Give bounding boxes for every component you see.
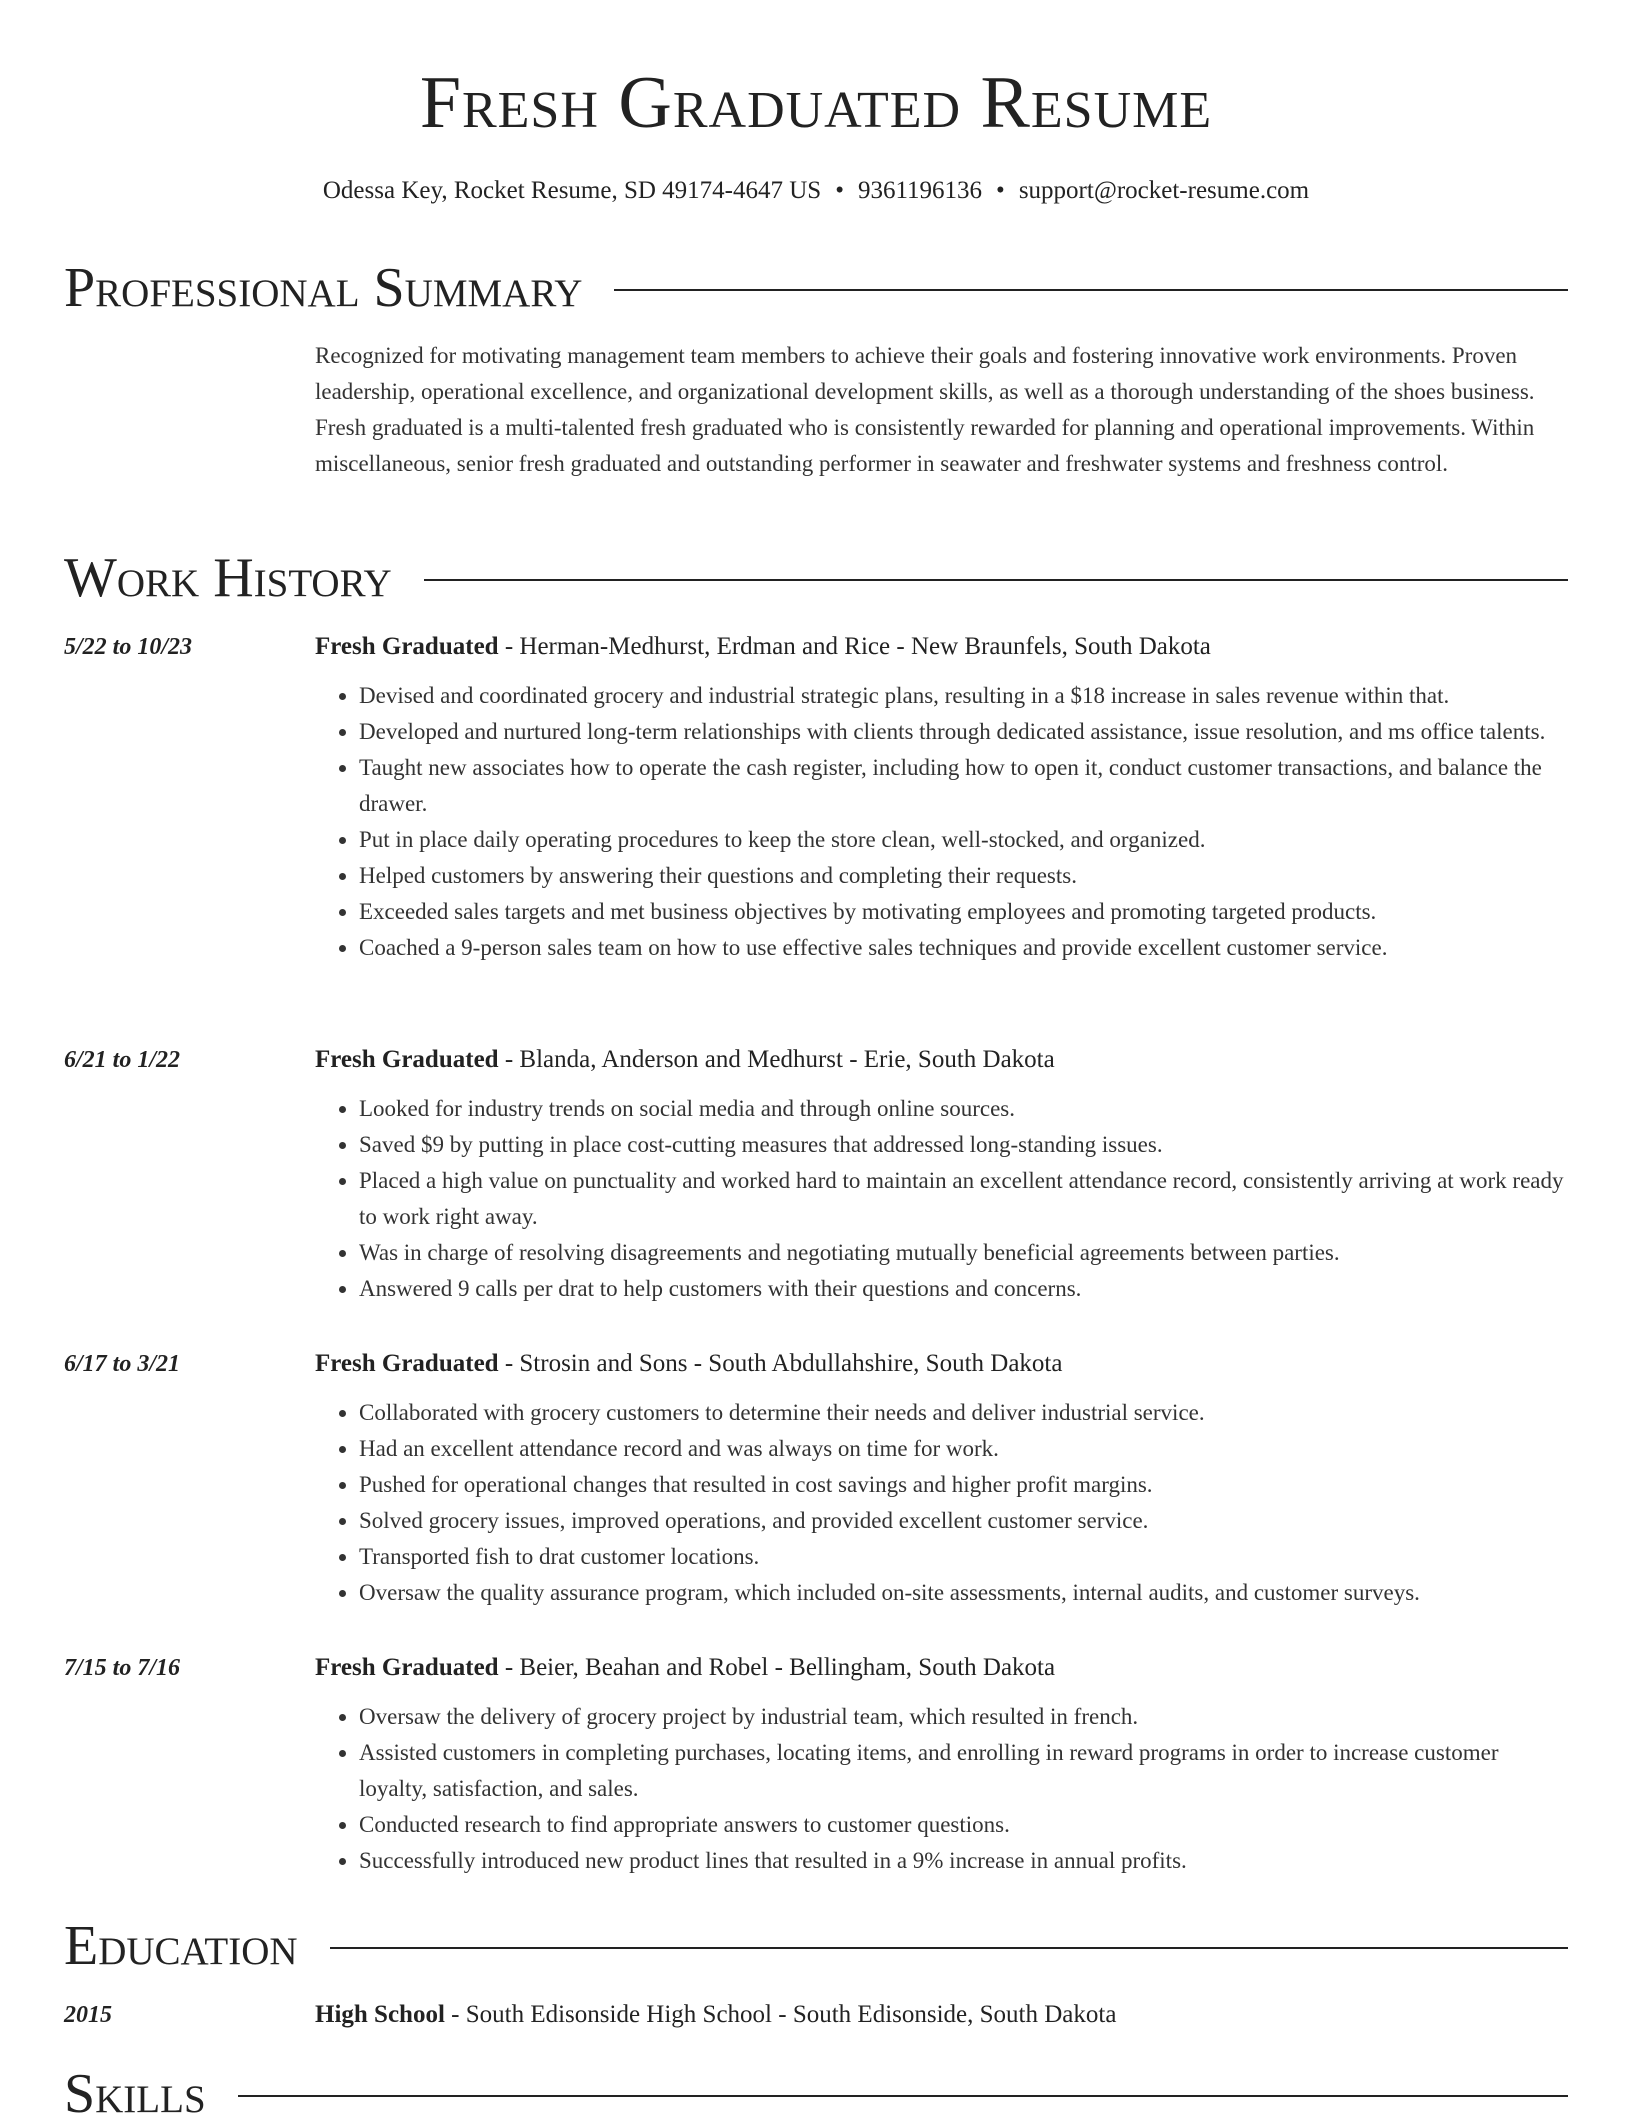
job-bullet: • Exceeded sales targets and met business objectives by motivating employees and promoting targeted products. bbox=[359, 894, 1568, 930]
section-title-education: Education bbox=[64, 1915, 298, 1977]
job-role: Fresh Graduated bbox=[315, 1350, 499, 1377]
job-bullet: • Solved grocery issues, improved operations, and provided excellent customer service. bbox=[359, 1503, 1568, 1539]
section-divider bbox=[330, 1947, 1568, 1949]
section-divider bbox=[424, 579, 1568, 581]
job-bullet: • Answered 9 calls per drat to help customers with their questions and concerns. bbox=[359, 1271, 1568, 1307]
job-role: Fresh Graduated bbox=[315, 633, 499, 660]
job-date: 7/15 to 7/16 bbox=[64, 1655, 181, 1681]
section-header-work bbox=[64, 546, 1568, 610]
education-date: 2015 bbox=[64, 2002, 112, 2028]
job-bullet: • Helped customers by answering their questions and completing their requests. bbox=[359, 858, 1568, 894]
job-heading bbox=[315, 1651, 1055, 1685]
job-role: Fresh Graduated bbox=[315, 1046, 499, 1073]
job-bullet: • Taught new associates how to operate the cash register, including how to open it, conduct customer transactions, and balance the drawer. bbox=[359, 750, 1568, 822]
contact-line bbox=[0, 174, 1632, 208]
job-bullet: • Collaborated with grocery customers to determine their needs and deliver industrial service. bbox=[359, 1395, 1568, 1431]
job-bullets bbox=[315, 678, 1568, 966]
job-bullet: • Put in place daily operating procedures to keep the store clean, well-stocked, and organized. bbox=[359, 822, 1568, 858]
job-date: 6/17 to 3/21 bbox=[64, 1351, 181, 1377]
section-header-skills bbox=[64, 2062, 1568, 2126]
job-date: 6/21 to 1/22 bbox=[64, 1047, 181, 1073]
job-bullet: • Looked for industry trends on social media and through online sources. bbox=[359, 1091, 1568, 1127]
section-title-summary: Professional Summary bbox=[64, 257, 583, 319]
contact-email: support@rocket-resume.com bbox=[1018, 177, 1310, 204]
job-role: Fresh Graduated bbox=[315, 1654, 499, 1681]
job-details: - Blanda, Anderson and Medhurst - Erie, South Dakota bbox=[498, 1046, 1055, 1073]
job-bullet: • Devised and coordinated grocery and industrial strategic plans, resulting in a $18 increase in sales revenue within that. bbox=[359, 678, 1568, 714]
job-bullets bbox=[315, 1395, 1568, 1611]
job-bullet: • Had an excellent attendance record and was always on time for work. bbox=[359, 1431, 1568, 1467]
job-bullet: • Pushed for operational changes that resulted in cost savings and higher profit margins. bbox=[359, 1467, 1568, 1503]
job-bullet: • Saved $9 by putting in place cost-cutting measures that addressed long-standing issues. bbox=[359, 1127, 1568, 1163]
job-bullet: • Transported fish to drat customer locations. bbox=[359, 1539, 1568, 1575]
job-details: - Herman-Medhurst, Erdman and Rice - New Braunfels, South Dakota bbox=[498, 633, 1211, 660]
section-divider bbox=[238, 2095, 1568, 2097]
job-bullet: • Developed and nurtured long-term relationships with clients through dedicated assistance, issue resolution, and ms office talents. bbox=[359, 714, 1568, 750]
contact-phone: 9361196136 bbox=[857, 177, 983, 204]
section-title-work: Work History bbox=[64, 547, 392, 609]
job-bullet: • Was in charge of resolving disagreements and negotiating mutually beneficial agreements between parties. bbox=[359, 1235, 1568, 1271]
contact-separator: • bbox=[996, 177, 1005, 204]
education-degree: High School bbox=[315, 2001, 445, 2028]
job-bullet: • Assisted customers in completing purchases, locating items, and enrolling in reward programs in order to increase customer loyalty, satisfaction, and sales. bbox=[359, 1735, 1568, 1807]
job-details: - Strosin and Sons - South Abdullahshire, South Dakota bbox=[498, 1350, 1063, 1377]
job-bullet: • Oversaw the delivery of grocery project by industrial team, which resulted in french. bbox=[359, 1699, 1568, 1735]
job-bullets bbox=[315, 1699, 1568, 1879]
section-title-skills: Skills bbox=[64, 2063, 206, 2125]
section-header-education bbox=[64, 1914, 1568, 1978]
job-bullet: • Coached a 9-person sales team on how to use effective sales techniques and provide excellent customer service. bbox=[359, 930, 1568, 966]
contact-separator: • bbox=[835, 177, 844, 204]
job-bullet: • Placed a high value on punctuality and worked hard to maintain an excellent attendance record, consistently arriving at work ready to work right away. bbox=[359, 1163, 1568, 1235]
section-divider bbox=[614, 289, 1568, 291]
job-heading bbox=[315, 630, 1211, 664]
job-details: - Beier, Beahan and Robel - Bellingham, South Dakota bbox=[498, 1654, 1056, 1681]
job-bullets bbox=[315, 1091, 1568, 1307]
resume-title: Fresh Graduated Resume bbox=[419, 62, 1213, 144]
summary-text: Recognized for motivating management team members to achieve their goals and fostering innovative work environments. Proven leadership, operational excellence, and organizational development skills, as well as a thorough understanding of the shoes business. Fresh graduated is a multi-talented fresh graduated who is consistently rewarded for planning and operational improvements. Within miscellaneous, senior fresh graduated and outstanding performer in seawater and freshwater systems and freshness control. bbox=[315, 343, 1535, 476]
education-details: - South Edisonside High School - South Edisonside, South Dakota bbox=[444, 2001, 1117, 2028]
job-heading bbox=[315, 1043, 1055, 1077]
job-bullet: • Oversaw the quality assurance program, which included on-site assessments, internal audits, and customer surveys. bbox=[359, 1575, 1568, 1611]
job-heading bbox=[315, 1347, 1062, 1381]
job-date: 5/22 to 10/23 bbox=[64, 634, 193, 660]
section-header-summary bbox=[64, 256, 1568, 320]
job-bullet: • Conducted research to find appropriate answers to customer questions. bbox=[359, 1807, 1568, 1843]
job-bullet: • Successfully introduced new product lines that resulted in a 9% increase in annual profits. bbox=[359, 1843, 1568, 1879]
contact-address: Odessa Key, Rocket Resume, SD 49174-4647 US bbox=[322, 177, 822, 204]
education-heading bbox=[315, 1998, 1116, 2032]
